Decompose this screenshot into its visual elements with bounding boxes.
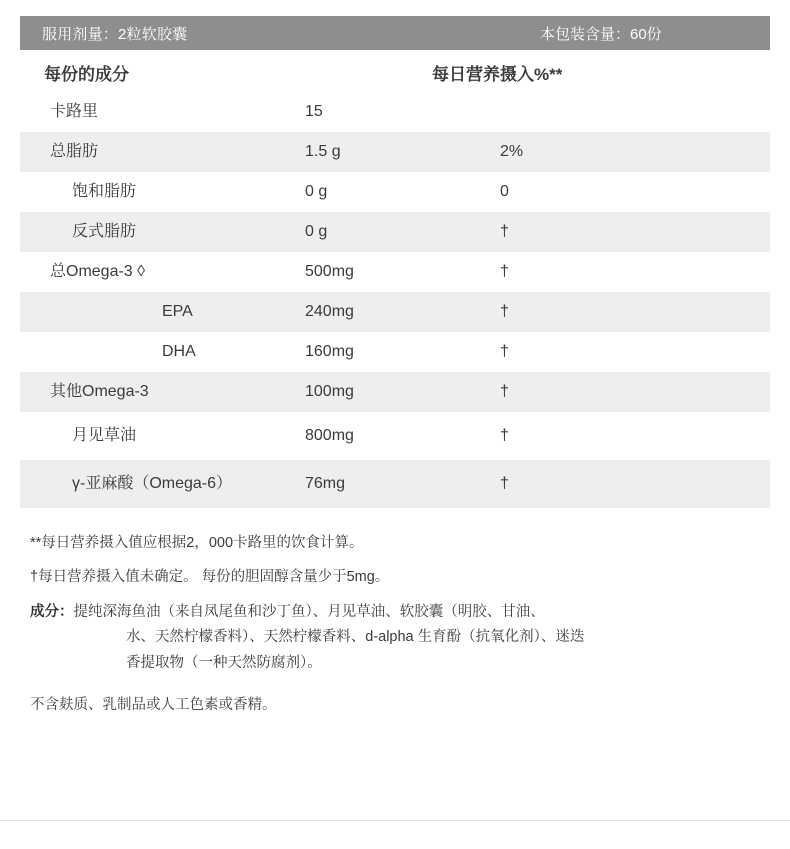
daily-value-footnote: **每日营养摄入值应根据2，000卡路里的饮食计算。 — [30, 535, 364, 551]
nutrient-name: 饱和脂肪 — [72, 183, 137, 200]
nutrient-name: 总Omega-3 ◊ — [50, 263, 146, 280]
serving-size-label: 服用剂量：2粒软胶囊 — [42, 25, 188, 43]
bottom-divider — [0, 820, 790, 849]
nutrient-daily-value: † — [500, 343, 509, 360]
nutrient-amount: 500mg — [305, 263, 354, 280]
nutrient-daily-value: † — [500, 383, 509, 400]
serving-header-bar — [20, 16, 770, 50]
nutrient-daily-value: 0 — [500, 183, 509, 200]
nutrient-amount: 15 — [305, 103, 323, 120]
column-header-daily-value: 每日营养摄入%** — [432, 65, 563, 84]
footnotes-section — [20, 528, 770, 732]
nutrient-amount: 800mg — [305, 427, 354, 444]
dagger-footnote: †每日营养摄入值未确定。 每份的胆固醇含量少于5mg。 — [30, 568, 390, 585]
table-row — [20, 372, 770, 412]
table-row — [20, 212, 770, 252]
allergen-free-note: 不含麸质、乳制品或人工色素或香精。 — [30, 696, 277, 713]
nutrient-amount: 100mg — [305, 383, 354, 400]
nutrient-daily-value: † — [500, 263, 509, 280]
nutrient-name: 卡路里 — [50, 103, 99, 120]
nutrient-table — [20, 92, 770, 508]
table-row — [20, 292, 770, 332]
table-row — [20, 332, 770, 372]
nutrient-daily-value: † — [500, 303, 509, 320]
ingredients-line-1: 提纯深海鱼油（来自凤尾鱼和沙丁鱼）、月见草油、软胶囊（明胶、甘油、 — [73, 603, 545, 620]
nutrient-name: 反式脂肪 — [72, 223, 137, 240]
ingredients-line-2: 水、天然柠檬香料）、天然柠檬香料、d-alpha 生育酚（抗氧化剂）、迷迭 — [126, 629, 585, 646]
nutrient-daily-value: † — [500, 223, 509, 240]
table-row — [20, 412, 770, 460]
nutrient-name: γ-亚麻酸（Omega-6） — [72, 475, 233, 492]
nutrient-name: 月见草油 — [72, 427, 137, 444]
ingredients-block — [20, 600, 770, 676]
nutrient-amount: 160mg — [305, 343, 354, 360]
nutrient-amount: 0 g — [305, 183, 328, 200]
ingredients-line-3: 香提取物（一种天然防腐剂）。 — [126, 654, 322, 671]
table-row — [20, 252, 770, 292]
nutrient-amount: 0 g — [305, 223, 328, 240]
nutrient-amount: 76mg — [305, 475, 346, 492]
ingredients-label: 成分： — [30, 603, 74, 620]
servings-per-container-label: 本包装含量：60份 — [540, 25, 662, 43]
nutrient-name: 其他Omega-3 — [50, 383, 149, 400]
table-row — [20, 92, 770, 132]
table-column-headers — [20, 56, 770, 88]
table-row — [20, 460, 770, 508]
column-header-amount-per-serving: 每份的成分 — [44, 65, 129, 84]
nutrient-amount: 1.5 g — [305, 143, 341, 160]
nutrient-daily-value: † — [500, 475, 509, 492]
nutrient-daily-value: † — [500, 427, 509, 444]
nutrient-amount: 240mg — [305, 303, 354, 320]
nutrient-name: EPA — [162, 303, 193, 320]
table-row — [20, 172, 770, 212]
nutrient-name: 总脂肪 — [50, 143, 99, 160]
nutrient-daily-value: 2% — [500, 143, 524, 160]
table-row — [20, 132, 770, 172]
nutrient-name: DHA — [162, 343, 196, 360]
